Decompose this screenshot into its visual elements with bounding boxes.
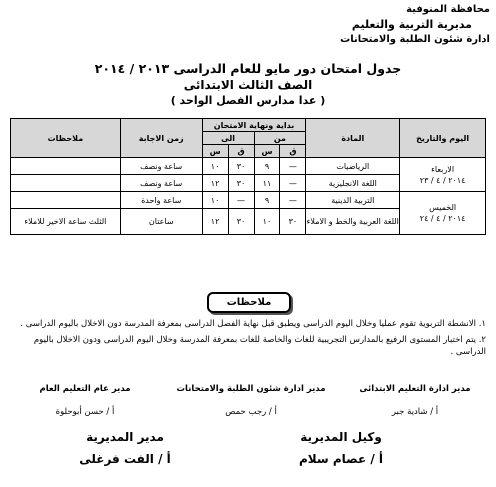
header-subject: المادة xyxy=(306,119,400,158)
from-s-cell: ٩ xyxy=(254,192,280,209)
header-from-s: س xyxy=(254,145,280,158)
to-q-cell: ٣٠ xyxy=(228,209,254,235)
header-from: من xyxy=(254,132,306,145)
note-cell xyxy=(11,175,121,192)
schedule-table xyxy=(10,118,486,235)
note-item: ١. الانشطة التربوية تقوم عمليا وخلال اليوم الدراسى ويطبق قبل نهاية الفصل الدراسى بمعرفة المدرسة دون الاخلال باليوم الدراسى . xyxy=(20,319,486,329)
letterhead xyxy=(340,2,490,47)
signature-general-education: مدير عام التعليم العام أ / حسن أبوحلوة xyxy=(39,384,131,417)
note-cell xyxy=(11,192,121,209)
to-s-cell: ١٠ xyxy=(202,158,228,175)
exception-note: ( عدا مدارس الفصل الواحد ) xyxy=(170,94,326,107)
subject-cell: الرياضيات xyxy=(306,158,400,175)
header-to: الى xyxy=(202,132,254,145)
duration-cell: ساعتان xyxy=(120,209,202,235)
officials-block xyxy=(0,428,496,483)
notes-list xyxy=(10,318,486,362)
table-row xyxy=(11,158,486,175)
from-s-cell: ٩ xyxy=(254,158,280,175)
schedule-title: جدول امتحان دور مايو للعام الدراسى ٢٠١٣ / ٢٠١٤ xyxy=(94,61,402,76)
grade-title: الصف الثالث الابتدائى xyxy=(183,78,313,92)
table-row xyxy=(11,192,486,209)
note-cell: الثلث ساعة الاخير للاملاء xyxy=(11,209,121,235)
note-item: ٢. يتم اختبار المستوى الرفيع بالمدارس التجريبية للغات والخاصة للغات بمعرفة المدرسة وخلال اليوم الدراسى ودون الاخلال باليوم الدراسى . xyxy=(33,335,486,357)
signature-primary-education: مدير ادارة التعليم الابتدائى أ / شادية جبر xyxy=(359,384,471,417)
header-start-end: بداية ونهاية الامتحان xyxy=(202,119,306,132)
document-titles xyxy=(0,60,496,108)
to-q-cell: ٣٠ xyxy=(228,175,254,192)
to-q-cell: ٣٠ xyxy=(228,158,254,175)
from-q-cell: ٣٠ xyxy=(280,209,306,235)
header-from-q: ق xyxy=(280,145,306,158)
header-answer-time: زمن الاجابة xyxy=(120,119,202,158)
to-s-cell: ١٠ xyxy=(202,192,228,209)
duration-cell: ساعة ونصف xyxy=(120,175,202,192)
governorate-name: محافظة المنوفية xyxy=(406,4,490,15)
duration-cell: ساعة ونصف xyxy=(120,158,202,175)
signature-director: مدير المديرية أ / الفت فرغلى xyxy=(79,430,171,466)
header-notes: ملاحظات xyxy=(11,119,121,158)
subject-cell: التربية الدينية xyxy=(306,192,400,209)
subject-cell: اللغة الانجليزية xyxy=(306,175,400,192)
signature-block xyxy=(0,383,496,423)
duration-cell: ساعة واحدة xyxy=(120,192,202,209)
to-s-cell: ١٢ xyxy=(202,209,228,235)
notes-title: ملاحظات xyxy=(207,292,291,313)
to-s-cell: ١٢ xyxy=(202,175,228,192)
directorate-name: مديرية التربية والتعليم xyxy=(351,18,472,31)
subject-cell: اللغة العربية والخط و الاملاء xyxy=(306,209,400,235)
from-s-cell: ١٠ xyxy=(254,209,280,235)
header-to-q: ق xyxy=(228,145,254,158)
header-day-date: اليوم والتاريخ xyxy=(400,119,486,158)
from-q-cell: — xyxy=(280,192,306,209)
to-q-cell: — xyxy=(228,192,254,209)
signature-deputy-director: وكيل المديرية أ / عصام سلام xyxy=(298,430,384,466)
from-q-cell: — xyxy=(280,175,306,192)
note-cell xyxy=(11,158,121,175)
from-q-cell: — xyxy=(280,158,306,175)
header-to-s: س xyxy=(202,145,228,158)
day-cell-thursday: الخميس ٢٠١٤ / ٤ / ٢٤ xyxy=(400,192,486,235)
signature-student-affairs: مدير ادارة شئون الطلبة والامتحانات أ / رجب حمص xyxy=(176,384,326,417)
department-name: ادارة شئون الطلبة والامتحانات xyxy=(340,34,490,45)
from-s-cell: ١١ xyxy=(254,175,280,192)
day-cell-wednesday: الاربعاء ٢٠١٤ / ٤ / ٢٣ xyxy=(400,158,486,192)
